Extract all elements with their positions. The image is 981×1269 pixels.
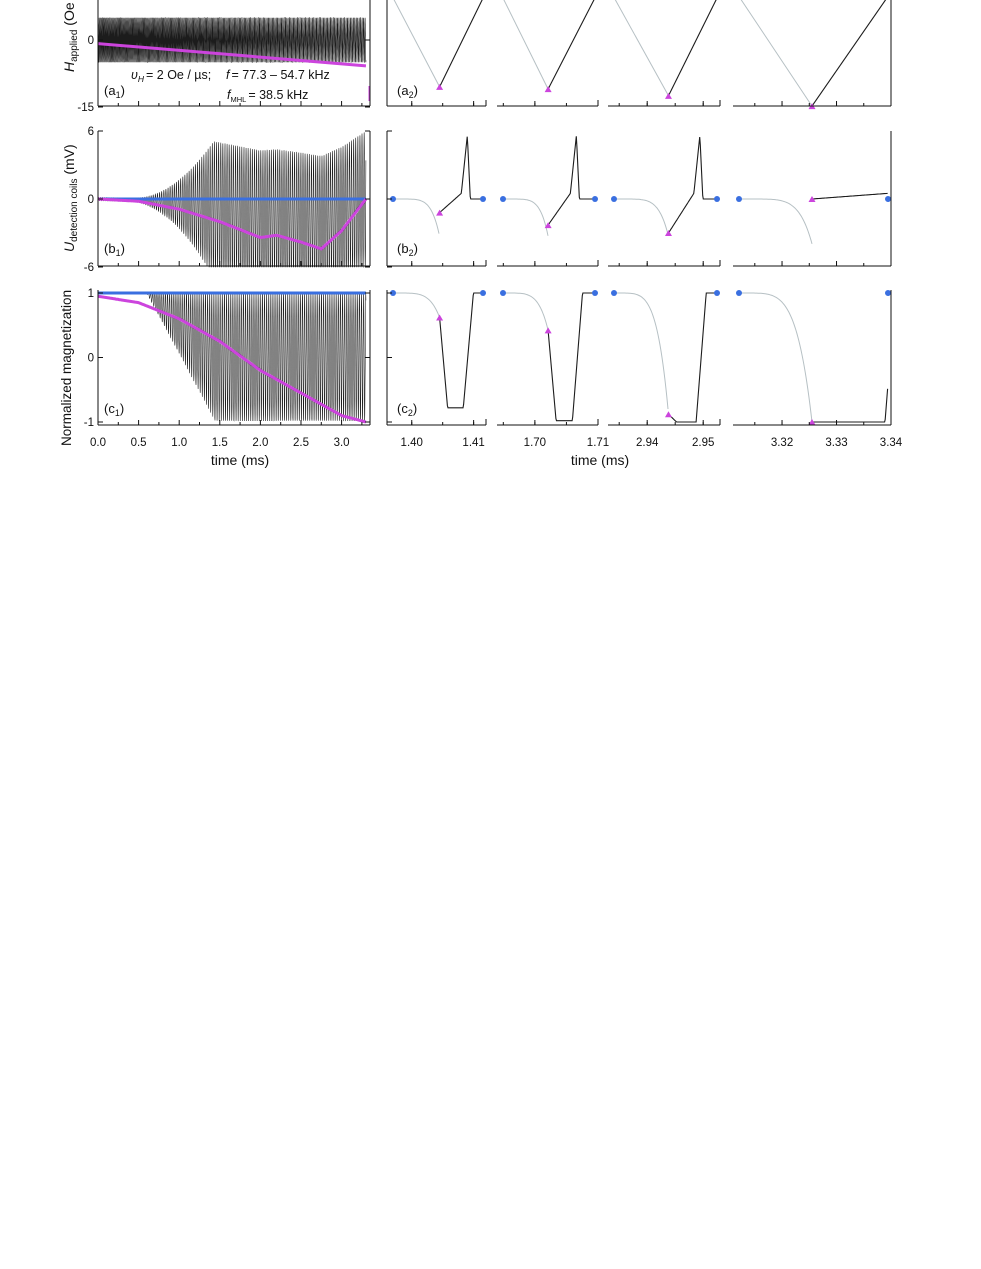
xtick-label-zoom: 2.95: [692, 437, 715, 449]
trace-b2-pre: [503, 199, 548, 236]
trace-a2-falling: [500, 0, 548, 89]
marker-c2: [545, 327, 552, 333]
dot-c2-start: [736, 290, 742, 296]
trace-a2-rising: [812, 0, 891, 106]
ytick-label: 0: [87, 352, 94, 365]
panel-label-b1: $(b_1)$: [104, 241, 125, 258]
marker-a2: [665, 93, 672, 99]
dot-c2-end: [480, 290, 486, 296]
marker-a2: [545, 86, 552, 92]
dot-b2-end: [885, 196, 891, 202]
trace-b2-pulse: [440, 137, 483, 213]
trace-c2-pre: [393, 293, 439, 316]
ylabel-b1: $U_{detection coils}$ (mV): [61, 144, 80, 252]
dot-c2-end: [714, 290, 720, 296]
trace-c2-pre: [739, 293, 812, 422]
trace-b2-pre: [614, 199, 668, 235]
xtick-label-zoom: 1.40: [400, 437, 423, 449]
trace-c2-switch: [440, 293, 483, 408]
ytick-label: -15: [77, 102, 94, 114]
xtick-label: 3.0: [333, 437, 350, 449]
trace-b2-pulse: [548, 136, 595, 225]
dot-c2-start: [500, 290, 506, 296]
ytick-label: 1: [87, 288, 94, 300]
xtick-label: 1.5: [211, 437, 228, 449]
frequency-range-text: f = 77.3 – 54.7 kHz: [226, 68, 330, 82]
ytick-label: 0: [87, 194, 94, 206]
ylabel-c1: Normalized magnetization: [59, 289, 74, 446]
marker-a2: [436, 84, 443, 90]
trace-a2-rising: [440, 0, 486, 87]
trace-b2-pulse: [812, 193, 888, 199]
ytick-label: -1: [83, 417, 94, 429]
xtick-label-zoom: 1.41: [462, 437, 485, 449]
marker-b2: [665, 230, 672, 236]
trace-a2-rising: [669, 0, 721, 96]
ylabel-a1: $H_{applied}$ (Oe: [61, 2, 80, 72]
xtick-label-zoom: 3.33: [825, 437, 848, 449]
xtick-label-zoom: 1.70: [523, 437, 547, 449]
dot-b2-end: [480, 196, 486, 202]
panel-label-a2: $(a_2)$: [397, 83, 418, 100]
trace-a2-falling: [390, 0, 440, 87]
fmhl-text: $f_{MHL} = 38.5$ kHz: [227, 88, 309, 104]
trace-c2-switch: [548, 293, 595, 421]
trace-a2-falling: [736, 0, 812, 106]
dot-b2-start: [611, 196, 617, 202]
sweep-rate-text: $\upsilon_H = 2$ Oe / µs;: [131, 68, 212, 84]
dot-b2-end: [592, 196, 598, 202]
xlabel-left: time (ms): [210, 452, 270, 468]
dot-b2-start: [500, 196, 506, 202]
xtick-label: 2.0: [252, 437, 269, 449]
dot-c2-end: [885, 290, 891, 296]
xtick-label: 1.0: [171, 437, 188, 449]
xtick-label-zoom: 1.71: [586, 437, 610, 449]
ytick-label: -6: [83, 262, 94, 274]
dot-b2-start: [736, 196, 742, 202]
xtick-label: 0.5: [130, 437, 147, 449]
marker-c2: [665, 411, 672, 417]
ytick-label: 0: [87, 35, 94, 47]
xtick-label-zoom: 3.32: [770, 437, 794, 449]
sweep-annotation: [131, 68, 330, 104]
panel-label-c2: $(c_2)$: [397, 401, 418, 418]
trace-b2-pre: [393, 199, 439, 234]
ytick-label: 6: [87, 126, 94, 138]
dot-b2-end: [714, 196, 720, 202]
zoom-column-traces: [390, 0, 891, 425]
xtick-label-zoom: 3.34: [879, 437, 903, 449]
trace-c2-pre: [614, 293, 668, 409]
panel-label-c1: $(c_1)$: [104, 401, 125, 418]
trace-b2-pulse: [669, 137, 717, 233]
trace-a2-rising: [548, 0, 598, 89]
xtick-label-zoom: 2.94: [636, 437, 659, 449]
trace-a2-falling: [611, 0, 669, 96]
trace-c1-magnetization: [98, 293, 366, 421]
dot-c2-start: [611, 290, 617, 296]
xtick-label: 2.5: [292, 437, 309, 449]
trace-c2-pre: [503, 293, 548, 330]
xtick-label: 0.0: [90, 437, 106, 449]
panel-label-a1: $(a_1)$: [104, 83, 125, 100]
marker-c2: [436, 315, 443, 321]
panel-label-b2: $(b_2)$: [397, 241, 418, 258]
xlabel-zoom: time (ms): [570, 452, 630, 468]
trace-b2-pre: [739, 199, 812, 244]
dot-c2-end: [592, 290, 598, 296]
trace-c2-switch: [669, 293, 717, 422]
trace-c2-switch: [812, 389, 888, 422]
